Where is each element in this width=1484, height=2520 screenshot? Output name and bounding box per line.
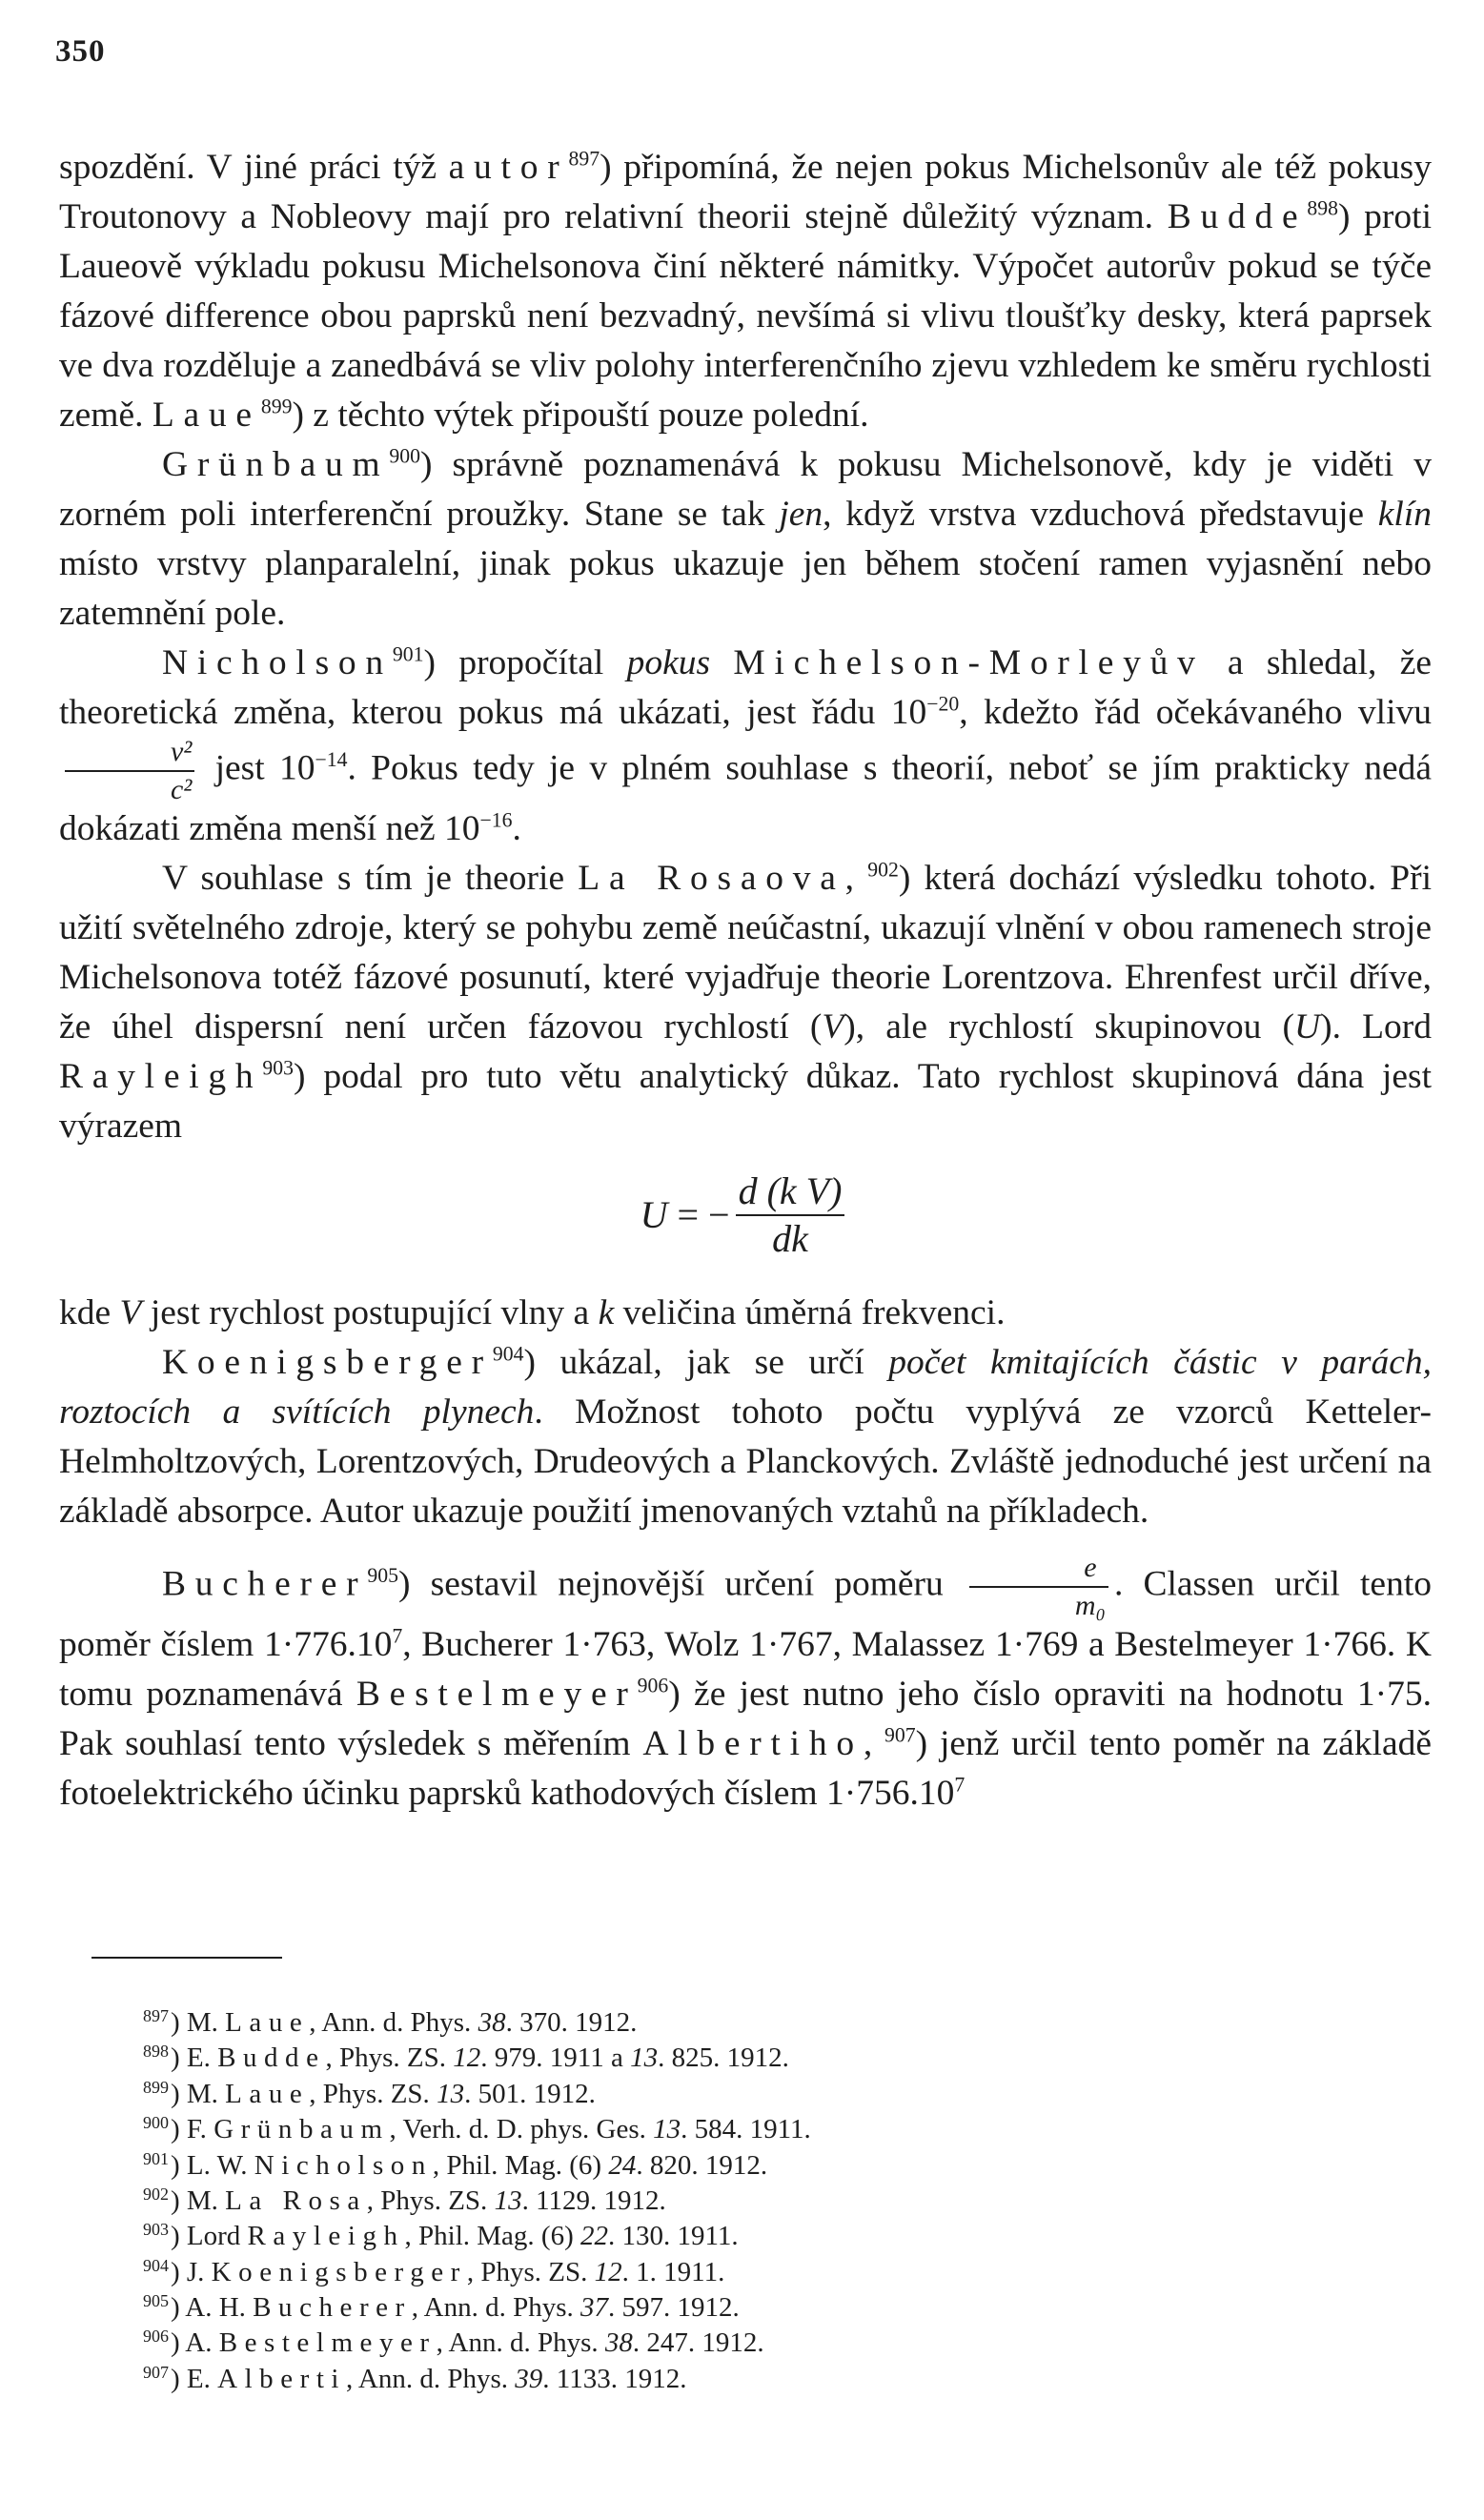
author-name: Koenigsberger xyxy=(162,1343,493,1382)
paragraph-koenigsberger: Koenigsberger$^{904}$) ukázal, jak se určí počet kmitajících částic v parách, roztocích a svítících plynech. Možnost tohoto počtu vyplývá ze vzorců Ketteler-Helmholtzových, Lorentzových, Drudeových a Planckových. Zvláště jednoduché jest určení na základě absorpce. Autor ukazuje použití jmenovaných vztahů na příkladech. xyxy=(59,1342,1432,1531)
paragraph-grunbaum: Grünbaum$^{900}$) správně poznamenává k pokusu Michelsonově, kdy je viděti v zorném poli interferenční proužky. Stane se tak jen, když vrstva vzduchová představuje klín místo vrstvy planparalelní, jinak pokus ukazuje jen během stočení ramen vyjasnění nebo zatemnění pole. xyxy=(59,444,1432,633)
footnote-separator xyxy=(91,1957,282,1959)
footnote: $^{904}$) J. Koenigsberger, Phys. ZS. 12. 1. 1911. xyxy=(143,2255,725,2287)
footnote: $^{897}$) M. Laue, Ann. d. Phys. 38. 370. 1912. xyxy=(143,2006,638,2038)
emphasis: počet kmitajících částic v parách, roztocích a svítících plynech xyxy=(59,1343,1432,1432)
fraction-v2-c2: $\frac{\text{v²}}{\text{c²}}$ xyxy=(65,738,194,804)
formula-equals: = xyxy=(677,1193,700,1236)
exponent: −16 xyxy=(479,808,513,832)
exponent: −20 xyxy=(926,692,960,716)
paragraph-la-rosa: V souhlase s tím je theorie La Rosaova, $^{902}$) která dochází výsledku tohoto. Při užití světelného zdroje, který se pohybu země neúčastní, ukazují vlnění v obou ramenech stroje Michelsonova totéž fázové posunutí, které vyjadřuje theorie Lorentzova. Ehrenfest určil dříve, že úhel dispersní není určen fázovou rychlostí (V), ale rychlostí skupinovou (U). Lord Rayleigh$^{903}$) podal pro tuto větu analytický důkaz. Tato rychlost skupinová dána jest výrazem xyxy=(59,858,1433,1146)
author-name: Bestelmeyer xyxy=(356,1675,638,1714)
author-name: Rayleigh xyxy=(59,1057,263,1096)
variable: V xyxy=(822,1007,844,1047)
formula-fraction: $\frac{\text{d (k V)}}{dk}$ xyxy=(736,1172,845,1258)
variable: k xyxy=(598,1293,615,1332)
footnote: $^{906}$) A. Bestelmeyer, Ann. d. Phys. 38. 247. 1912. xyxy=(143,2327,764,2359)
paragraph-nicholson: Nicholson$^{901}$) propočítal pokus Michelson-Morleyův a shledal, že theoretická změna, kterou pokus má ukázati, jest řádu $10^{-20}$, kdežto řád očekávaného vlivu $\frac{\text{v²}}{\text{c²}}$ jest $10^{-14}$. Pokus tedy je v plném souhlase s theorií, neboť se jím prakticky nedá dokázati změna menší než $10^{-16}$. xyxy=(59,642,1432,848)
paragraph-bucherer: Bucherer$^{905}$) sestavil nejnovější určení poměru $\frac{e}{\text{m₀}}$ . Classen určil tento poměr číslem $1\cdot 776.10^7$, Bucherer 1·763, Wolz 1·767, Malassez 1·769 a Bestelmeyer 1·766. K tomu poznamenává Bestelmeyer$^{906}$) že jest nutno jeho číslo opraviti na hodnotu 1·75. Pak souhlasí tento výsledek s měřením Albertiho, $^{907}$) jenž určil tento poměr na základě fotoelektrického účinku paprsků kathodových číslem $1\cdot 756.10^7$ xyxy=(59,1552,1433,1813)
footnote-ref: 902 xyxy=(867,858,899,882)
footnote: $^{907}$) E. Alberti, Ann. d. Phys. 39. 1133. 1912. xyxy=(143,2362,687,2394)
footnote: $^{900}$) F. Grünbaum, Verh. d. D. phys. Ges. 13. 584. 1911. xyxy=(143,2113,811,2144)
footnote-ref: 901 xyxy=(392,642,424,666)
author-name: Bucherer xyxy=(162,1564,368,1604)
author-name: Albertiho xyxy=(642,1724,864,1763)
formula-sign: − xyxy=(708,1193,730,1236)
footnote: $^{899}$) M. Laue, Phys. ZS. 13. 501. 1912. xyxy=(143,2077,596,2109)
footnote-ref: 907 xyxy=(884,1723,916,1747)
footnote-ref: 900 xyxy=(389,444,421,468)
footnote: $^{905}$) A. H. Bucherer, Ann. d. Phys. 37. 597. 1912. xyxy=(143,2291,740,2323)
exponent: −14 xyxy=(315,748,348,772)
footnote-ref: 904 xyxy=(492,1342,524,1366)
author-name: Laue xyxy=(152,396,261,435)
footnote-ref: 897 xyxy=(568,147,600,171)
footnote: $^{902}$) M. La Rosa, Phys. ZS. 13. 1129. 1912. xyxy=(143,2184,666,2216)
main-text xyxy=(59,143,1432,1819)
footnote: $^{901}$) L. W. Nicholson, Phil. Mag. (6) 24. 820. 1912. xyxy=(143,2148,768,2181)
variable: U xyxy=(1294,1007,1321,1047)
formula-lhs: U xyxy=(640,1193,668,1236)
author-name: autor xyxy=(448,148,569,187)
author-name: Michelson-Morleyův xyxy=(733,643,1205,682)
footnote: $^{903}$) Lord Rayleigh, Phil. Mag. (6) 22. 130. 1911. xyxy=(143,2220,739,2252)
footnote: $^{898}$) E. Budde, Phys. ZS. 12. 979. 1911 a 13. 825. 1912. xyxy=(143,2042,789,2074)
emphasis: klín xyxy=(1377,495,1432,534)
paragraph-formula-explanation: kde V jest rychlost postupující vlny a k veličina úměrná frekvenci. xyxy=(59,1293,1006,1332)
author-name: Grünbaum xyxy=(162,445,390,484)
footnotes-list xyxy=(143,2002,1287,2393)
author-name: Nicholson xyxy=(162,643,393,682)
footnote-ref: 898 xyxy=(1307,196,1339,220)
paragraph-laue-budde: spozdění. V jiné práci týž autor$^{897}$) připomíná, že nejen pokus Michelsonův ale též pokusy Troutonovy a Nobleovy mají pro relativní theorii stejně důležitý význam. Budde$^{898}$) proti Laueově výkladu pokusu Michelsonova činí některé námitky. Výpočet autorův pokud se týče fázové difference obou paprsků není bezvadný, nevšímá si vlivu tloušťky desky, která paprsek ve dva rozděluje a zanedbává se vliv polohy interferenčního zjevu vzhledem ke směru rychlosti země. Laue$^{899}$) z těchto výtek připouští pouze polední. xyxy=(59,147,1432,435)
footnote-ref: 906 xyxy=(637,1674,669,1697)
footnote-ref: 899 xyxy=(260,395,293,418)
footnote-ref: 903 xyxy=(262,1056,295,1080)
emphasis: pokus xyxy=(626,643,711,682)
variable: V xyxy=(119,1293,142,1332)
emphasis: jen xyxy=(779,495,823,534)
exponent: 7 xyxy=(392,1624,403,1648)
author-name: Budde xyxy=(1167,197,1308,236)
page-number: 350 xyxy=(55,34,106,69)
footnote-ref: 905 xyxy=(367,1564,399,1588)
fraction-e-m0: $\frac{e}{\text{m₀}}$ xyxy=(969,1554,1108,1620)
exponent: 7 xyxy=(954,1773,966,1797)
group-velocity-formula xyxy=(59,1169,1432,1260)
author-name: La Rosaova xyxy=(578,859,845,898)
